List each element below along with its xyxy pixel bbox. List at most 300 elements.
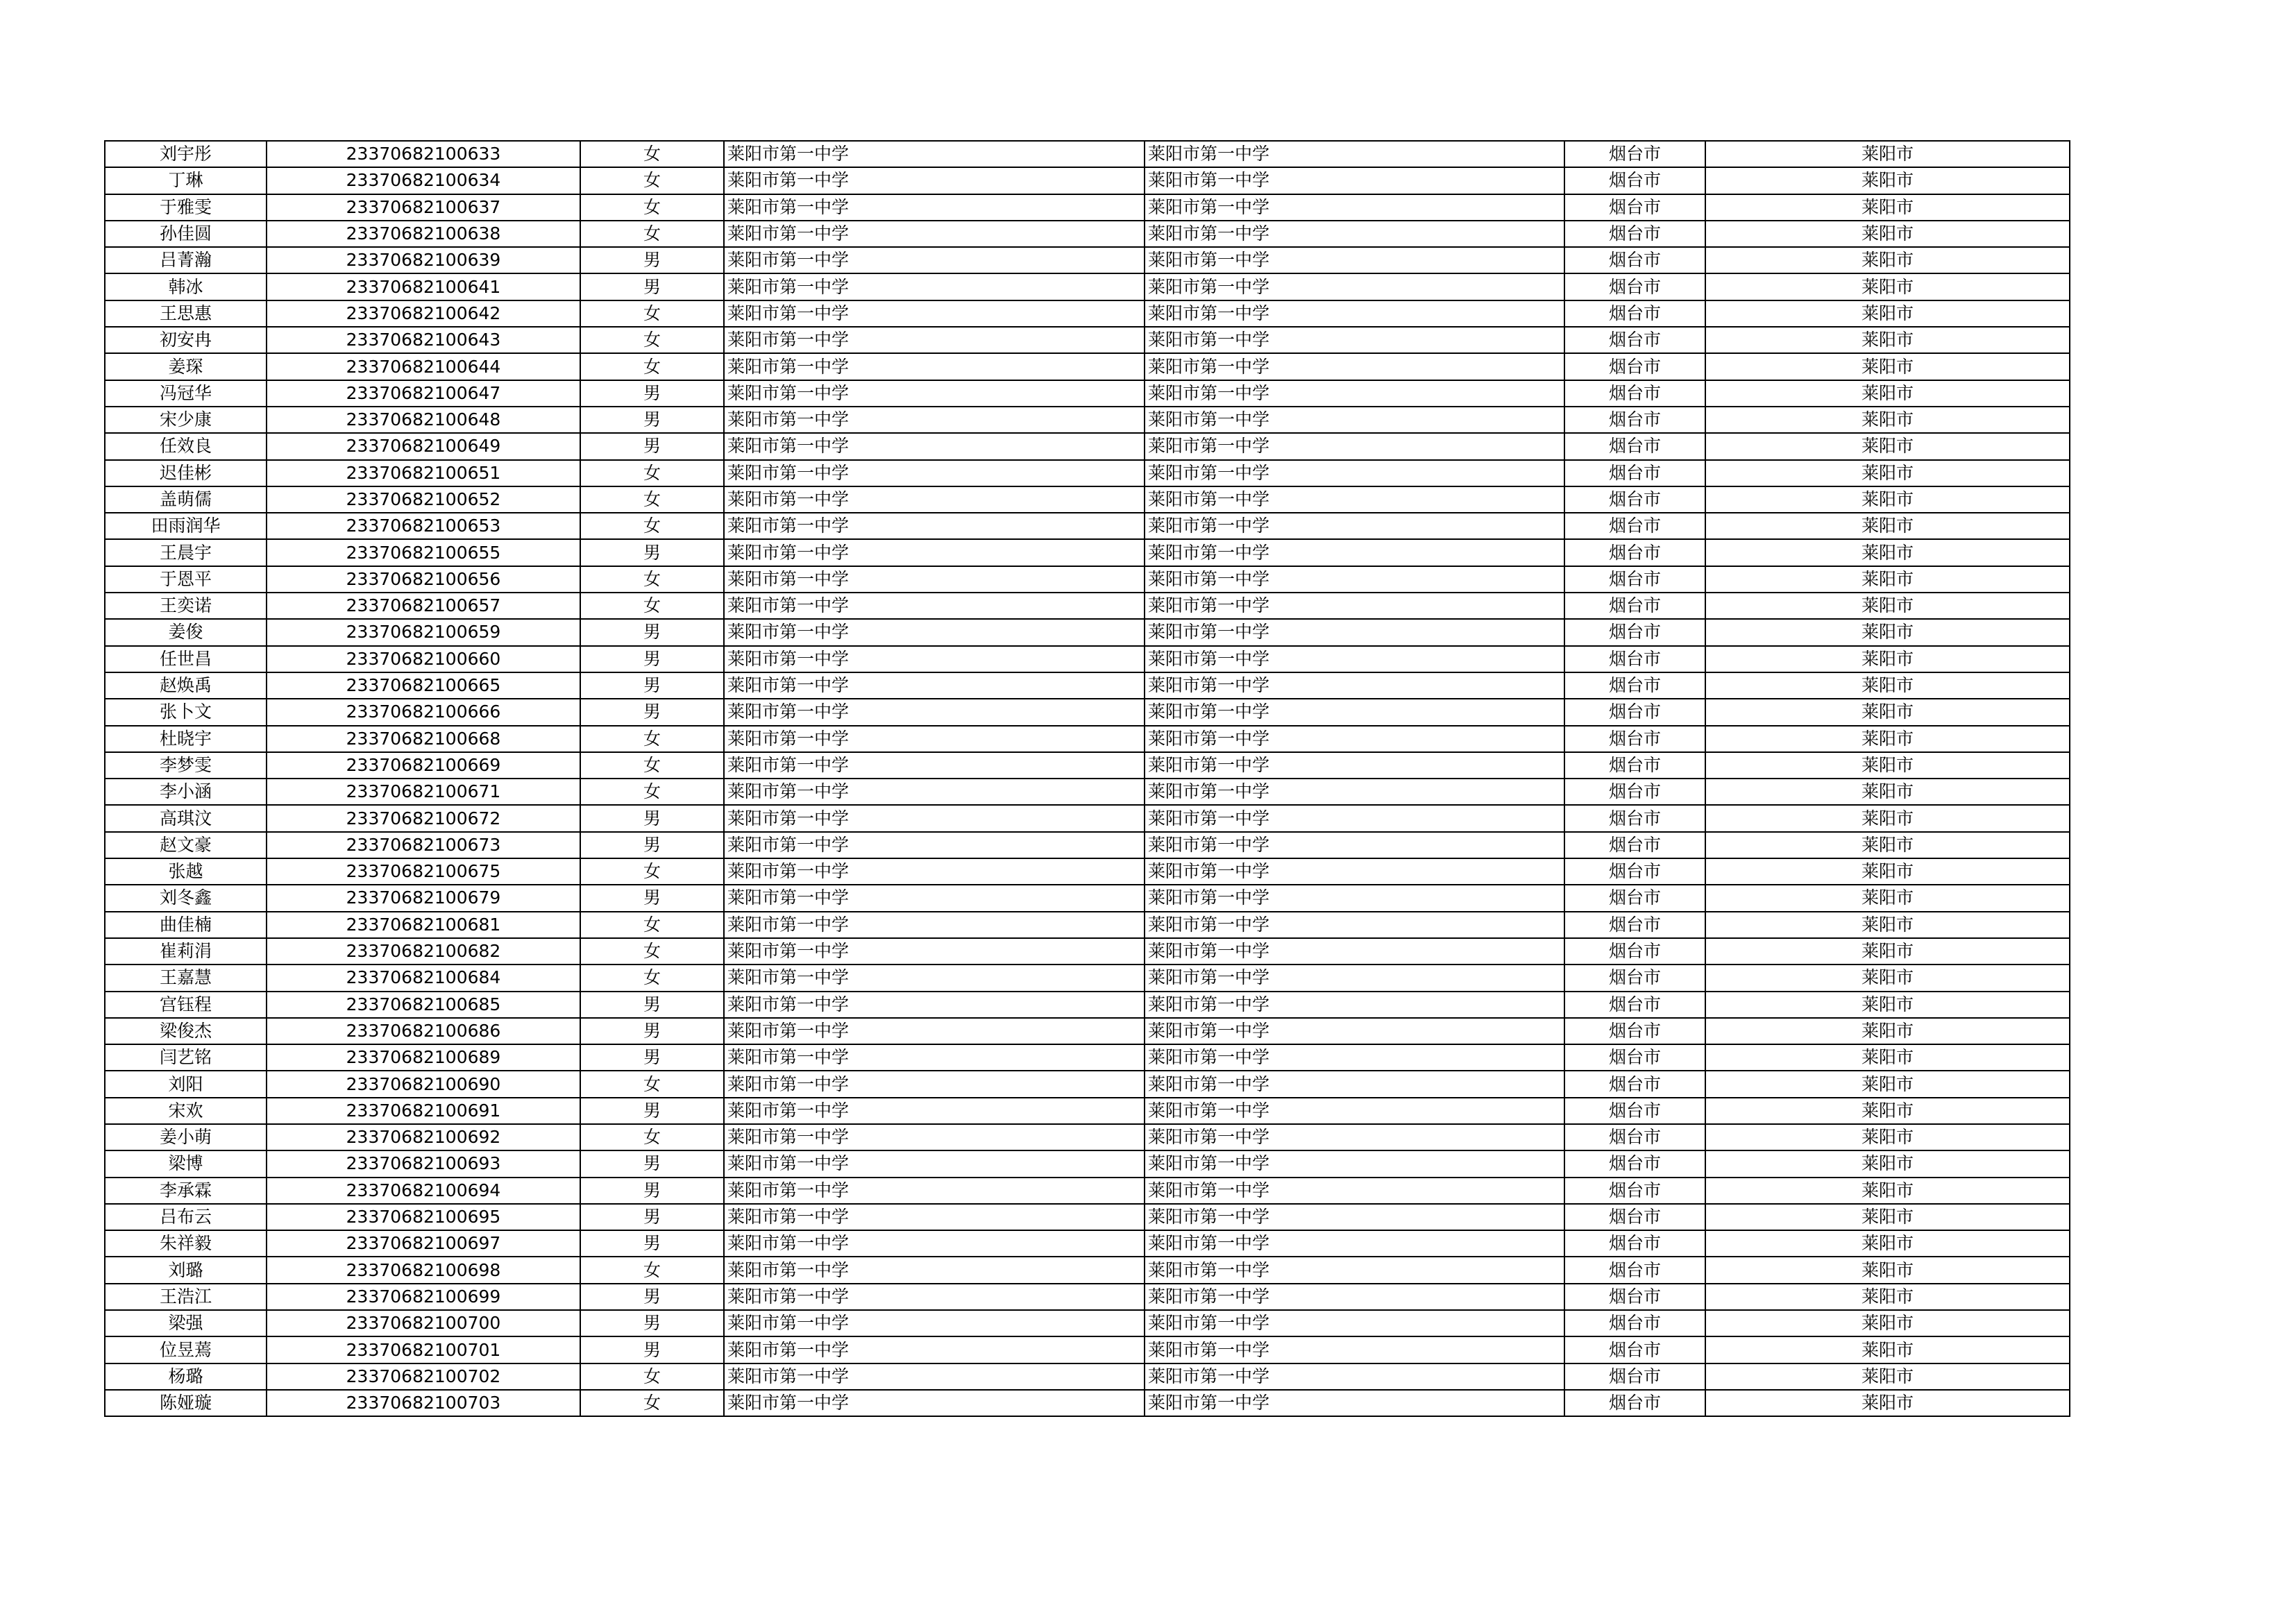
id-cell: 23370682100655 <box>267 539 580 566</box>
id-cell: 23370682100690 <box>267 1071 580 1097</box>
gender-cell: 男 <box>580 646 724 672</box>
name-cell: 韩冰 <box>105 273 267 300</box>
city-cell: 烟台市 <box>1564 247 1705 273</box>
exam-school-cell: 莱阳市第一中学 <box>1145 1336 1564 1363</box>
exam-school-cell: 莱阳市第一中学 <box>1145 141 1564 167</box>
gender-cell: 女 <box>580 486 724 513</box>
county-cell: 莱阳市 <box>1705 1204 2070 1230</box>
table-row <box>105 273 2070 300</box>
exam-school-cell: 莱阳市第一中学 <box>1145 539 1564 566</box>
county-cell: 莱阳市 <box>1705 1178 2070 1204</box>
name-cell: 吕菁瀚 <box>105 247 267 273</box>
id-cell: 23370682100637 <box>267 194 580 221</box>
id-cell: 23370682100694 <box>267 1178 580 1204</box>
county-cell: 莱阳市 <box>1705 779 2070 805</box>
table-row <box>105 353 2070 380</box>
school-cell: 莱阳市第一中学 <box>724 1257 1145 1283</box>
name-cell: 李梦雯 <box>105 752 267 779</box>
city-cell: 烟台市 <box>1564 1284 1705 1310</box>
table-body <box>105 141 2070 1416</box>
exam-school-cell: 莱阳市第一中学 <box>1145 407 1564 433</box>
city-cell: 烟台市 <box>1564 805 1705 831</box>
id-cell: 23370682100641 <box>267 273 580 300</box>
city-cell: 烟台市 <box>1564 858 1705 885</box>
gender-cell: 男 <box>580 1098 724 1124</box>
id-cell: 23370682100660 <box>267 646 580 672</box>
exam-school-cell: 莱阳市第一中学 <box>1145 1071 1564 1097</box>
table-row <box>105 513 2070 539</box>
county-cell: 莱阳市 <box>1705 1363 2070 1390</box>
name-cell: 赵文豪 <box>105 832 267 858</box>
county-cell: 莱阳市 <box>1705 992 2070 1018</box>
county-cell: 莱阳市 <box>1705 1018 2070 1044</box>
county-cell: 莱阳市 <box>1705 752 2070 779</box>
table-row <box>105 1150 2070 1177</box>
name-cell: 任效良 <box>105 433 267 459</box>
county-cell: 莱阳市 <box>1705 539 2070 566</box>
exam-school-cell: 莱阳市第一中学 <box>1145 1284 1564 1310</box>
exam-school-cell: 莱阳市第一中学 <box>1145 300 1564 327</box>
city-cell: 烟台市 <box>1564 1310 1705 1336</box>
table-row <box>105 1284 2070 1310</box>
table-row <box>105 1363 2070 1390</box>
city-cell: 烟台市 <box>1564 460 1705 486</box>
city-cell: 烟台市 <box>1564 486 1705 513</box>
id-cell: 23370682100672 <box>267 805 580 831</box>
county-cell: 莱阳市 <box>1705 1098 2070 1124</box>
city-cell: 烟台市 <box>1564 539 1705 566</box>
school-cell: 莱阳市第一中学 <box>724 539 1145 566</box>
name-cell: 刘阳 <box>105 1071 267 1097</box>
table-row <box>105 1230 2070 1257</box>
county-cell: 莱阳市 <box>1705 1310 2070 1336</box>
city-cell: 烟台市 <box>1564 300 1705 327</box>
name-cell: 王思惠 <box>105 300 267 327</box>
city-cell: 烟台市 <box>1564 699 1705 725</box>
id-cell: 23370682100639 <box>267 247 580 273</box>
table-row <box>105 380 2070 407</box>
table-row <box>105 858 2070 885</box>
student-list-sheet <box>104 140 2069 1482</box>
county-cell: 莱阳市 <box>1705 513 2070 539</box>
county-cell: 莱阳市 <box>1705 1257 2070 1283</box>
city-cell: 烟台市 <box>1564 566 1705 593</box>
school-cell: 莱阳市第一中学 <box>724 167 1145 194</box>
city-cell: 烟台市 <box>1564 1124 1705 1150</box>
name-cell: 姜小萌 <box>105 1124 267 1150</box>
school-cell: 莱阳市第一中学 <box>724 619 1145 645</box>
id-cell: 23370682100685 <box>267 992 580 1018</box>
school-cell: 莱阳市第一中学 <box>724 1230 1145 1257</box>
gender-cell: 男 <box>580 832 724 858</box>
county-cell: 莱阳市 <box>1705 1124 2070 1150</box>
table-row <box>105 1018 2070 1044</box>
county-cell: 莱阳市 <box>1705 566 2070 593</box>
school-cell: 莱阳市第一中学 <box>724 885 1145 911</box>
exam-school-cell: 莱阳市第一中学 <box>1145 752 1564 779</box>
id-cell: 23370682100702 <box>267 1363 580 1390</box>
exam-school-cell: 莱阳市第一中学 <box>1145 1310 1564 1336</box>
name-cell: 杜晓宇 <box>105 726 267 752</box>
city-cell: 烟台市 <box>1564 832 1705 858</box>
gender-cell: 女 <box>580 300 724 327</box>
exam-school-cell: 莱阳市第一中学 <box>1145 965 1564 991</box>
id-cell: 23370682100649 <box>267 433 580 459</box>
city-cell: 烟台市 <box>1564 1363 1705 1390</box>
id-cell: 23370682100648 <box>267 407 580 433</box>
exam-school-cell: 莱阳市第一中学 <box>1145 247 1564 273</box>
school-cell: 莱阳市第一中学 <box>724 672 1145 699</box>
school-cell: 莱阳市第一中学 <box>724 858 1145 885</box>
table-row <box>105 965 2070 991</box>
exam-school-cell: 莱阳市第一中学 <box>1145 858 1564 885</box>
gender-cell: 男 <box>580 380 724 407</box>
gender-cell: 男 <box>580 1230 724 1257</box>
table-row <box>105 1124 2070 1150</box>
city-cell: 烟台市 <box>1564 513 1705 539</box>
table-row <box>105 912 2070 938</box>
school-cell: 莱阳市第一中学 <box>724 1284 1145 1310</box>
name-cell: 宋少康 <box>105 407 267 433</box>
gender-cell: 女 <box>580 1390 724 1416</box>
gender-cell: 女 <box>580 513 724 539</box>
gender-cell: 男 <box>580 885 724 911</box>
county-cell: 莱阳市 <box>1705 380 2070 407</box>
school-cell: 莱阳市第一中学 <box>724 513 1145 539</box>
exam-school-cell: 莱阳市第一中学 <box>1145 327 1564 353</box>
id-cell: 23370682100656 <box>267 566 580 593</box>
gender-cell: 女 <box>580 965 724 991</box>
exam-school-cell: 莱阳市第一中学 <box>1145 486 1564 513</box>
id-cell: 23370682100692 <box>267 1124 580 1150</box>
school-cell: 莱阳市第一中学 <box>724 353 1145 380</box>
name-cell: 吕布云 <box>105 1204 267 1230</box>
city-cell: 烟台市 <box>1564 327 1705 353</box>
school-cell: 莱阳市第一中学 <box>724 194 1145 221</box>
name-cell: 刘冬鑫 <box>105 885 267 911</box>
name-cell: 朱祥毅 <box>105 1230 267 1257</box>
county-cell: 莱阳市 <box>1705 1284 2070 1310</box>
county-cell: 莱阳市 <box>1705 486 2070 513</box>
name-cell: 迟佳彬 <box>105 460 267 486</box>
school-cell: 莱阳市第一中学 <box>724 805 1145 831</box>
table-row <box>105 1310 2070 1336</box>
name-cell: 张卜文 <box>105 699 267 725</box>
city-cell: 烟台市 <box>1564 1390 1705 1416</box>
gender-cell: 男 <box>580 1150 724 1177</box>
gender-cell: 女 <box>580 1257 724 1283</box>
exam-school-cell: 莱阳市第一中学 <box>1145 1363 1564 1390</box>
school-cell: 莱阳市第一中学 <box>724 460 1145 486</box>
table-row <box>105 992 2070 1018</box>
city-cell: 烟台市 <box>1564 593 1705 619</box>
name-cell: 盖萌儒 <box>105 486 267 513</box>
school-cell: 莱阳市第一中学 <box>724 1390 1145 1416</box>
exam-school-cell: 莱阳市第一中学 <box>1145 779 1564 805</box>
table-row <box>105 1257 2070 1283</box>
table-row <box>105 885 2070 911</box>
id-cell: 23370682100703 <box>267 1390 580 1416</box>
id-cell: 23370682100684 <box>267 965 580 991</box>
table-row <box>105 327 2070 353</box>
county-cell: 莱阳市 <box>1705 460 2070 486</box>
name-cell: 姜琛 <box>105 353 267 380</box>
name-cell: 丁琳 <box>105 167 267 194</box>
gender-cell: 男 <box>580 407 724 433</box>
school-cell: 莱阳市第一中学 <box>724 726 1145 752</box>
county-cell: 莱阳市 <box>1705 167 2070 194</box>
gender-cell: 女 <box>580 1071 724 1097</box>
id-cell: 23370682100657 <box>267 593 580 619</box>
exam-school-cell: 莱阳市第一中学 <box>1145 513 1564 539</box>
name-cell: 宋欢 <box>105 1098 267 1124</box>
gender-cell: 男 <box>580 273 724 300</box>
gender-cell: 女 <box>580 221 724 247</box>
table-row <box>105 486 2070 513</box>
id-cell: 23370682100673 <box>267 832 580 858</box>
id-cell: 23370682100665 <box>267 672 580 699</box>
name-cell: 陈娅璇 <box>105 1390 267 1416</box>
gender-cell: 女 <box>580 167 724 194</box>
city-cell: 烟台市 <box>1564 992 1705 1018</box>
id-cell: 23370682100659 <box>267 619 580 645</box>
city-cell: 烟台市 <box>1564 353 1705 380</box>
table-row <box>105 1390 2070 1416</box>
county-cell: 莱阳市 <box>1705 1230 2070 1257</box>
county-cell: 莱阳市 <box>1705 407 2070 433</box>
id-cell: 23370682100689 <box>267 1044 580 1071</box>
gender-cell: 男 <box>580 433 724 459</box>
county-cell: 莱阳市 <box>1705 805 2070 831</box>
exam-school-cell: 莱阳市第一中学 <box>1145 885 1564 911</box>
county-cell: 莱阳市 <box>1705 646 2070 672</box>
student-table <box>104 140 2070 1417</box>
exam-school-cell: 莱阳市第一中学 <box>1145 433 1564 459</box>
table-row <box>105 619 2070 645</box>
table-row <box>105 672 2070 699</box>
exam-school-cell: 莱阳市第一中学 <box>1145 167 1564 194</box>
exam-school-cell: 莱阳市第一中学 <box>1145 1098 1564 1124</box>
city-cell: 烟台市 <box>1564 752 1705 779</box>
table-row <box>105 593 2070 619</box>
id-cell: 23370682100633 <box>267 141 580 167</box>
county-cell: 莱阳市 <box>1705 194 2070 221</box>
id-cell: 23370682100682 <box>267 938 580 965</box>
exam-school-cell: 莱阳市第一中学 <box>1145 1390 1564 1416</box>
city-cell: 烟台市 <box>1564 1336 1705 1363</box>
gender-cell: 女 <box>580 1363 724 1390</box>
county-cell: 莱阳市 <box>1705 247 2070 273</box>
id-cell: 23370682100651 <box>267 460 580 486</box>
city-cell: 烟台市 <box>1564 194 1705 221</box>
name-cell: 刘宇彤 <box>105 141 267 167</box>
name-cell: 闫艺铭 <box>105 1044 267 1071</box>
name-cell: 王嘉慧 <box>105 965 267 991</box>
gender-cell: 男 <box>580 247 724 273</box>
school-cell: 莱阳市第一中学 <box>724 779 1145 805</box>
school-cell: 莱阳市第一中学 <box>724 566 1145 593</box>
gender-cell: 男 <box>580 619 724 645</box>
id-cell: 23370682100671 <box>267 779 580 805</box>
table-row <box>105 141 2070 167</box>
school-cell: 莱阳市第一中学 <box>724 273 1145 300</box>
name-cell: 初安冉 <box>105 327 267 353</box>
county-cell: 莱阳市 <box>1705 885 2070 911</box>
table-row <box>105 699 2070 725</box>
school-cell: 莱阳市第一中学 <box>724 938 1145 965</box>
school-cell: 莱阳市第一中学 <box>724 965 1145 991</box>
school-cell: 莱阳市第一中学 <box>724 1124 1145 1150</box>
school-cell: 莱阳市第一中学 <box>724 1150 1145 1177</box>
exam-school-cell: 莱阳市第一中学 <box>1145 699 1564 725</box>
gender-cell: 女 <box>580 779 724 805</box>
exam-school-cell: 莱阳市第一中学 <box>1145 938 1564 965</box>
county-cell: 莱阳市 <box>1705 300 2070 327</box>
exam-school-cell: 莱阳市第一中学 <box>1145 380 1564 407</box>
exam-school-cell: 莱阳市第一中学 <box>1145 221 1564 247</box>
county-cell: 莱阳市 <box>1705 273 2070 300</box>
name-cell: 任世昌 <box>105 646 267 672</box>
city-cell: 烟台市 <box>1564 1204 1705 1230</box>
table-row <box>105 300 2070 327</box>
id-cell: 23370682100695 <box>267 1204 580 1230</box>
table-row <box>105 167 2070 194</box>
city-cell: 烟台市 <box>1564 407 1705 433</box>
school-cell: 莱阳市第一中学 <box>724 1018 1145 1044</box>
table-row <box>105 1204 2070 1230</box>
city-cell: 烟台市 <box>1564 1230 1705 1257</box>
exam-school-cell: 莱阳市第一中学 <box>1145 1150 1564 1177</box>
gender-cell: 男 <box>580 1310 724 1336</box>
school-cell: 莱阳市第一中学 <box>724 300 1145 327</box>
city-cell: 烟台市 <box>1564 273 1705 300</box>
exam-school-cell: 莱阳市第一中学 <box>1145 593 1564 619</box>
exam-school-cell: 莱阳市第一中学 <box>1145 646 1564 672</box>
exam-school-cell: 莱阳市第一中学 <box>1145 1124 1564 1150</box>
table-row <box>105 460 2070 486</box>
table-row <box>105 779 2070 805</box>
table-row <box>105 1098 2070 1124</box>
gender-cell: 男 <box>580 1284 724 1310</box>
city-cell: 烟台市 <box>1564 380 1705 407</box>
id-cell: 23370682100652 <box>267 486 580 513</box>
gender-cell: 男 <box>580 699 724 725</box>
county-cell: 莱阳市 <box>1705 1044 2070 1071</box>
name-cell: 于恩平 <box>105 566 267 593</box>
name-cell: 王奕诺 <box>105 593 267 619</box>
school-cell: 莱阳市第一中学 <box>724 327 1145 353</box>
city-cell: 烟台市 <box>1564 167 1705 194</box>
city-cell: 烟台市 <box>1564 646 1705 672</box>
table-row <box>105 247 2070 273</box>
school-cell: 莱阳市第一中学 <box>724 1310 1145 1336</box>
county-cell: 莱阳市 <box>1705 353 2070 380</box>
county-cell: 莱阳市 <box>1705 912 2070 938</box>
id-cell: 23370682100642 <box>267 300 580 327</box>
name-cell: 高琪汶 <box>105 805 267 831</box>
gender-cell: 男 <box>580 1336 724 1363</box>
exam-school-cell: 莱阳市第一中学 <box>1145 672 1564 699</box>
id-cell: 23370682100698 <box>267 1257 580 1283</box>
city-cell: 烟台市 <box>1564 1257 1705 1283</box>
exam-school-cell: 莱阳市第一中学 <box>1145 1044 1564 1071</box>
table-row <box>105 194 2070 221</box>
school-cell: 莱阳市第一中学 <box>724 486 1145 513</box>
school-cell: 莱阳市第一中学 <box>724 832 1145 858</box>
id-cell: 23370682100679 <box>267 885 580 911</box>
id-cell: 23370682100653 <box>267 513 580 539</box>
school-cell: 莱阳市第一中学 <box>724 912 1145 938</box>
school-cell: 莱阳市第一中学 <box>724 1071 1145 1097</box>
exam-school-cell: 莱阳市第一中学 <box>1145 1204 1564 1230</box>
county-cell: 莱阳市 <box>1705 1150 2070 1177</box>
id-cell: 23370682100647 <box>267 380 580 407</box>
school-cell: 莱阳市第一中学 <box>724 407 1145 433</box>
table-row <box>105 805 2070 831</box>
id-cell: 23370682100691 <box>267 1098 580 1124</box>
exam-school-cell: 莱阳市第一中学 <box>1145 353 1564 380</box>
exam-school-cell: 莱阳市第一中学 <box>1145 194 1564 221</box>
gender-cell: 男 <box>580 805 724 831</box>
school-cell: 莱阳市第一中学 <box>724 752 1145 779</box>
city-cell: 烟台市 <box>1564 1150 1705 1177</box>
name-cell: 王浩江 <box>105 1284 267 1310</box>
gender-cell: 男 <box>580 672 724 699</box>
table-row <box>105 221 2070 247</box>
id-cell: 23370682100697 <box>267 1230 580 1257</box>
gender-cell: 男 <box>580 1018 724 1044</box>
name-cell: 刘璐 <box>105 1257 267 1283</box>
table-row <box>105 938 2070 965</box>
county-cell: 莱阳市 <box>1705 672 2070 699</box>
county-cell: 莱阳市 <box>1705 141 2070 167</box>
county-cell: 莱阳市 <box>1705 699 2070 725</box>
exam-school-cell: 莱阳市第一中学 <box>1145 460 1564 486</box>
school-cell: 莱阳市第一中学 <box>724 1336 1145 1363</box>
city-cell: 烟台市 <box>1564 1044 1705 1071</box>
city-cell: 烟台市 <box>1564 912 1705 938</box>
gender-cell: 女 <box>580 752 724 779</box>
county-cell: 莱阳市 <box>1705 832 2070 858</box>
name-cell: 姜俊 <box>105 619 267 645</box>
city-cell: 烟台市 <box>1564 141 1705 167</box>
table-row <box>105 1336 2070 1363</box>
id-cell: 23370682100634 <box>267 167 580 194</box>
name-cell: 李承霖 <box>105 1178 267 1204</box>
gender-cell: 男 <box>580 539 724 566</box>
gender-cell: 女 <box>580 141 724 167</box>
name-cell: 曲佳楠 <box>105 912 267 938</box>
city-cell: 烟台市 <box>1564 221 1705 247</box>
county-cell: 莱阳市 <box>1705 221 2070 247</box>
gender-cell: 女 <box>580 726 724 752</box>
name-cell: 田雨润华 <box>105 513 267 539</box>
county-cell: 莱阳市 <box>1705 327 2070 353</box>
name-cell: 赵焕禹 <box>105 672 267 699</box>
gender-cell: 男 <box>580 992 724 1018</box>
name-cell: 杨璐 <box>105 1363 267 1390</box>
table-row <box>105 539 2070 566</box>
name-cell: 王晨宇 <box>105 539 267 566</box>
county-cell: 莱阳市 <box>1705 858 2070 885</box>
id-cell: 23370682100700 <box>267 1310 580 1336</box>
city-cell: 烟台市 <box>1564 938 1705 965</box>
table-row <box>105 726 2070 752</box>
exam-school-cell: 莱阳市第一中学 <box>1145 1178 1564 1204</box>
name-cell: 李小涵 <box>105 779 267 805</box>
school-cell: 莱阳市第一中学 <box>724 593 1145 619</box>
city-cell: 烟台市 <box>1564 1071 1705 1097</box>
